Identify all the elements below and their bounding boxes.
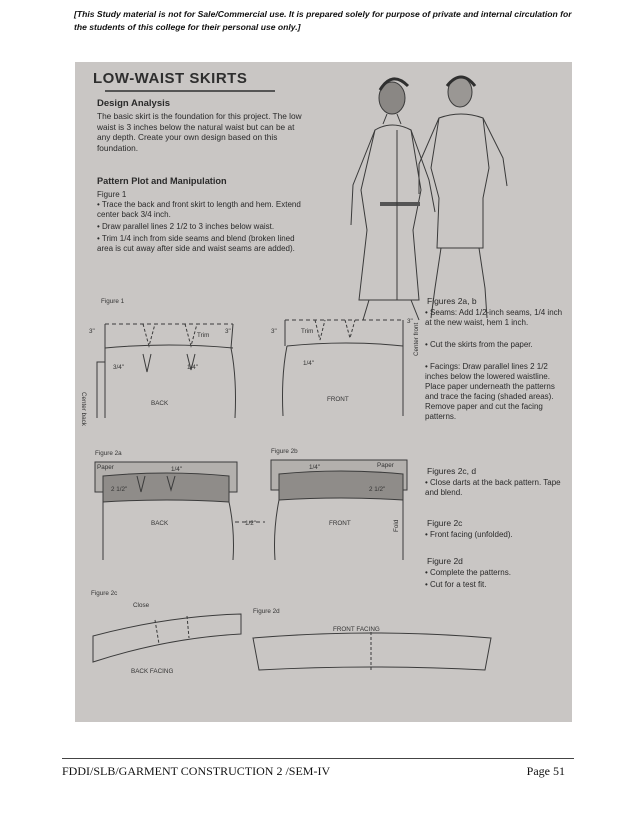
fig-2c-heading: Figure 2c bbox=[427, 518, 463, 528]
fig1-back-label: BACK bbox=[151, 400, 169, 407]
front-facing-bullet: • Front facing (unfolded). bbox=[425, 530, 513, 539]
book-title: LOW-WAIST SKIRTS bbox=[93, 70, 248, 87]
complete-patterns-bullet: • Complete the patterns. bbox=[425, 568, 511, 577]
seams-bullet: • Seams: Add 1/2-inch seams, 1/4 inch at the new waist, hem 1 inch. bbox=[425, 308, 563, 327]
fig1-trim-b: Trim bbox=[301, 328, 314, 335]
test-fit-bullet: • Cut for a test fit. bbox=[425, 580, 487, 589]
fig2a-quarter: 1/4" bbox=[171, 466, 182, 473]
fig1-quarter-b: 1/4" bbox=[303, 360, 314, 367]
pattern-plot-bullet-2: • Draw parallel lines 2 1/2 to 3 inches below waist. bbox=[97, 222, 275, 231]
fig1-front-label: FRONT bbox=[327, 396, 349, 403]
textbook-page-photo bbox=[75, 62, 572, 722]
fig2b-two-half: 2 1/2" bbox=[369, 486, 386, 493]
close-darts-bullet: • Close darts at the back pattern. Tape and blend. bbox=[425, 478, 561, 497]
fig1-center-back: Center back bbox=[80, 392, 87, 426]
fig2b-paper: Paper bbox=[377, 462, 394, 469]
fig2d-diagram bbox=[253, 632, 491, 672]
pattern-plot-heading: Pattern Plot and Manipulation bbox=[97, 176, 227, 186]
footer-rule bbox=[62, 758, 574, 759]
fig2c-label: Figure 2c bbox=[91, 590, 118, 597]
fig2b-front-label: FRONT bbox=[329, 520, 351, 527]
fig1-center-front: Center front bbox=[413, 322, 420, 356]
design-analysis-text: The basic skirt is the foundation for this project. The low waist is 3 inches below the natural waist but can be at any depth. Create your own design based on this foundation. bbox=[97, 111, 302, 153]
fig1-three-quarter: 3/4" bbox=[113, 364, 124, 371]
design-analysis-heading: Design Analysis bbox=[97, 98, 171, 109]
fig2c-close: Close bbox=[133, 602, 150, 609]
fig1-three-b: 3" bbox=[225, 328, 231, 335]
footer-course: FDDI/SLB/GARMENT CONSTRUCTION 2 /SEM-IV bbox=[62, 764, 331, 778]
fig2a-label: Figure 2a bbox=[95, 450, 122, 457]
fig2c-diagram bbox=[93, 614, 241, 662]
fig2a-two-half: 2 1/2" bbox=[111, 486, 128, 493]
cut-skirts-bullet: • Cut the skirts from the paper. bbox=[425, 340, 533, 349]
fig1-trim-a: Trim bbox=[197, 332, 210, 339]
fig2d-front-facing: FRONT FACING bbox=[333, 626, 380, 633]
fig2a-back-label: BACK bbox=[151, 520, 169, 527]
pattern-plot-bullet-3: • Trim 1/4 inch from side seams and blend (broken lined area is cut away after side and waist seams are added). bbox=[97, 234, 295, 253]
fig2a-paper: Paper bbox=[97, 464, 114, 471]
fig-2ab-heading: Figures 2a, b bbox=[427, 296, 477, 306]
fig2a-diagram bbox=[95, 462, 265, 560]
fig-2d-heading: Figure 2d bbox=[427, 556, 463, 566]
disclaimer-text: [This Study material is not for Sale/Commercial use. It is prepared solely for purpose of private and internal circulation for the students of this college for their personal use only.] bbox=[74, 9, 572, 32]
fig1-label: Figure 1 bbox=[101, 298, 125, 305]
fig1-three-d: 3" bbox=[407, 318, 413, 325]
pattern-plot-bullet-1: • Trace the back and front skirt to length and hem. Extend center back 3/4 inch. bbox=[97, 200, 301, 219]
fig2c-back-facing: BACK FACING bbox=[131, 668, 174, 675]
pattern-plot-figure-label: Figure 1 bbox=[97, 190, 127, 199]
footer-page-number: Page 51 bbox=[526, 764, 565, 778]
fig1-three-a: 3" bbox=[89, 328, 95, 335]
facings-bullet: • Facings: Draw parallel lines 2 1/2 inches below the lowered waistline. Place paper underneath the patterns and trace the facing (shaded areas). Remove paper and cut the facing patterns. bbox=[425, 362, 555, 421]
fig1-quarter-a: 1/4" bbox=[187, 364, 198, 371]
fig2d-label: Figure 2d bbox=[253, 608, 280, 615]
fig1-three-c: 3" bbox=[271, 328, 277, 335]
fashion-illustration bbox=[351, 77, 507, 320]
fig2b-fold: Fold bbox=[393, 519, 400, 532]
fig2b-quarter: 1/4" bbox=[309, 464, 320, 471]
fig2b-label: Figure 2b bbox=[271, 448, 298, 455]
fig-2cd-heading: Figures 2c, d bbox=[427, 466, 477, 476]
fig2b-diagram bbox=[271, 460, 407, 560]
fig2-half: 1/2" bbox=[245, 520, 256, 527]
